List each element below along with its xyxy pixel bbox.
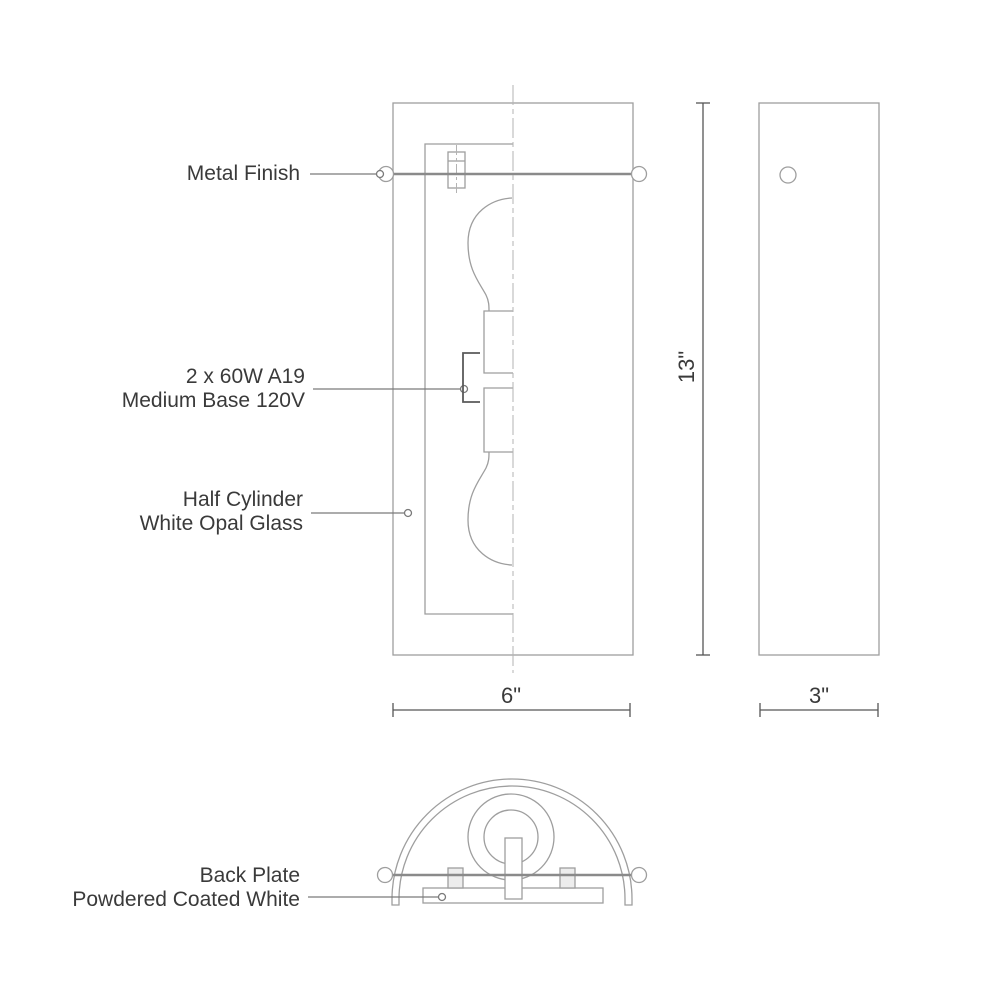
front-backplate-outline <box>425 144 513 614</box>
front-view <box>379 85 647 673</box>
front-right-knob <box>632 167 647 182</box>
metal-finish-label <box>187 162 300 186</box>
lamp-label-line1: 2 x 60W A19 <box>185 365 305 388</box>
leader-dot-backplate <box>439 894 446 901</box>
leader-dot-lamp <box>461 386 468 393</box>
glass-left-foot <box>392 899 399 905</box>
upper-bulb-outline <box>468 198 512 311</box>
bottom-right-knob <box>632 868 647 883</box>
backplate-label-line1: Back Plate <box>199 864 300 887</box>
glass-label <box>140 488 303 536</box>
lamp-label-line2: Medium Base 120V <box>121 389 305 412</box>
metal-finish-label-line1: Metal Finish <box>186 162 300 185</box>
side-knob <box>780 167 796 183</box>
leader-lines <box>308 171 480 901</box>
bottom-left-knob <box>378 868 393 883</box>
glass-label-line1: Half Cylinder <box>182 488 303 511</box>
side-view <box>759 103 879 655</box>
bottom-view <box>378 779 647 905</box>
glass-label-line2: White Opal Glass <box>139 512 303 535</box>
dim-text-side-depth: 3" <box>808 683 830 708</box>
dim-text-front-width: 6" <box>500 683 522 708</box>
backplate-label-line2: Powdered Coated White <box>72 888 300 911</box>
socket-bracket <box>463 353 480 402</box>
leader-dot-glass <box>405 510 412 517</box>
lower-bulb-outline <box>468 452 512 565</box>
lamp-label <box>122 365 305 413</box>
lower-socket-outline <box>484 388 513 452</box>
dimension-lines <box>393 103 878 717</box>
glass-right-foot <box>625 899 632 905</box>
side-body-outline <box>759 103 879 655</box>
backplate-label <box>72 864 300 912</box>
rod-clip-right <box>560 868 575 888</box>
upper-socket-outline <box>484 311 513 373</box>
socket-stem <box>505 838 522 899</box>
dim-text-height: 13" <box>674 350 699 384</box>
rod-clip-left <box>448 868 463 888</box>
leader-dot-metal-finish <box>377 171 384 178</box>
